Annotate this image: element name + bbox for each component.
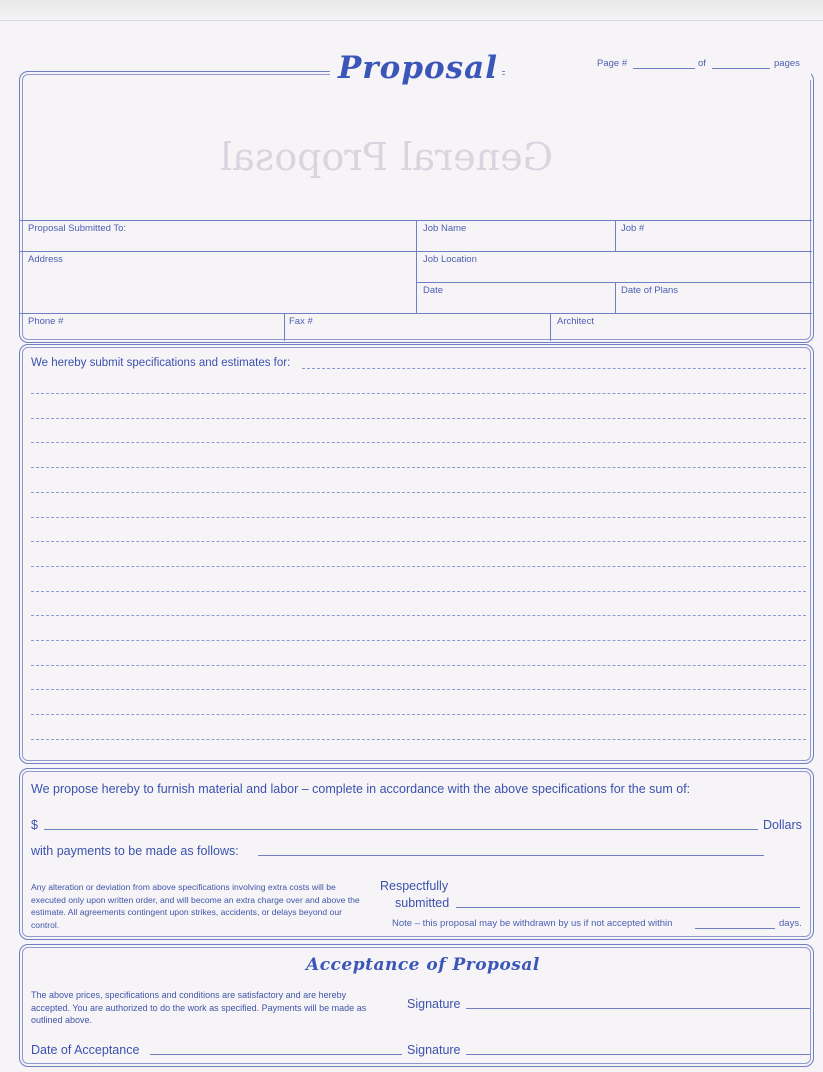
pages-label: pages [774,58,800,69]
spec-line[interactable] [31,640,806,641]
dollar-sign: $ [31,818,38,832]
spec-line[interactable] [31,714,806,715]
propose-statement: We propose hereby to furnish material and labor – complete in accordance with the above specifications for the sum of: [31,782,691,796]
specifications-box [19,344,814,764]
specifications-intro: We hereby submit specifications and estimates for: [31,357,291,369]
submitted-label: submitted [395,896,450,910]
dollars-label: Dollars [763,818,802,832]
payments-line[interactable] [258,855,764,856]
date-of-plans-label: Date of Plans [621,285,679,296]
spec-line[interactable] [31,665,806,666]
fax-label: Fax # [289,316,313,327]
spec-line[interactable] [31,467,806,468]
days-label: days. [779,918,802,929]
bleed-through-text: General Proposal [220,135,553,179]
spec-line[interactable] [31,517,806,518]
spec-line-first[interactable] [302,368,806,369]
spec-line[interactable] [31,615,806,616]
payments-label: with payments to be made as follows: [31,844,239,858]
submitted-by-line[interactable] [456,907,800,908]
sum-line[interactable] [44,829,758,830]
spec-line[interactable] [31,541,806,542]
spec-line[interactable] [31,591,806,592]
spec-line[interactable] [31,418,806,419]
job-location-label: Job Location [423,254,477,265]
date-of-acceptance-line[interactable] [150,1054,402,1055]
spec-line[interactable] [31,739,806,740]
signature-label-1: Signature [407,997,461,1011]
spec-line[interactable] [31,492,806,493]
page-number-label: Page # [597,58,628,69]
job-name-label: Job Name [423,223,467,234]
address-label: Address [28,254,63,265]
signature-line-1[interactable] [466,1008,810,1009]
spec-line[interactable] [31,566,806,567]
page-number-line[interactable] [633,68,695,69]
field-grid-divider-plans [615,282,616,313]
acceptance-text: The above prices, specifications and conditions are satisfactory and are hereby accepted. You are authorized to do the work as specified. Payments will be made as outlined above. [31,990,367,1025]
withdrawal-note: Note – this proposal may be withdrawn by us if not accepted within [392,918,673,929]
paper-top-edge [0,0,823,21]
form-title: Proposal [338,50,498,86]
of-label: of [698,58,706,69]
date-of-acceptance-label: Date of Acceptance [31,1043,140,1057]
alteration-note: Any alteration or deviation from above specifications involving extra costs will be executed only upon written order, and will become an extra charge over and above the estimate. All agreements contingent upon strikes, accidents, or delays beyond our control. [31,882,360,930]
field-grid-divider-job [615,220,616,251]
signature-line-2[interactable] [466,1054,810,1055]
page-info-mask [505,60,811,80]
spec-line[interactable] [31,442,806,443]
spec-line[interactable] [31,689,806,690]
field-grid-divider-main [416,220,417,313]
field-grid-divider-architect [550,313,551,341]
respectfully-label: Respectfully [380,879,449,893]
date-label: Date [423,285,444,296]
architect-label: Architect [557,316,594,327]
field-grid-row4 [20,313,812,314]
days-line[interactable] [695,928,775,929]
page-total-line[interactable] [712,68,770,69]
job-number-label: Job # [621,223,645,234]
phone-label: Phone # [28,316,64,327]
submitted-to-label: Proposal Submitted To: [28,223,127,234]
spec-line[interactable] [31,393,806,394]
signature-label-2: Signature [407,1043,461,1057]
field-grid-row3 [416,282,812,283]
field-grid-divider-fax [284,313,285,341]
acceptance-title: Acceptance of Proposal [306,955,540,975]
